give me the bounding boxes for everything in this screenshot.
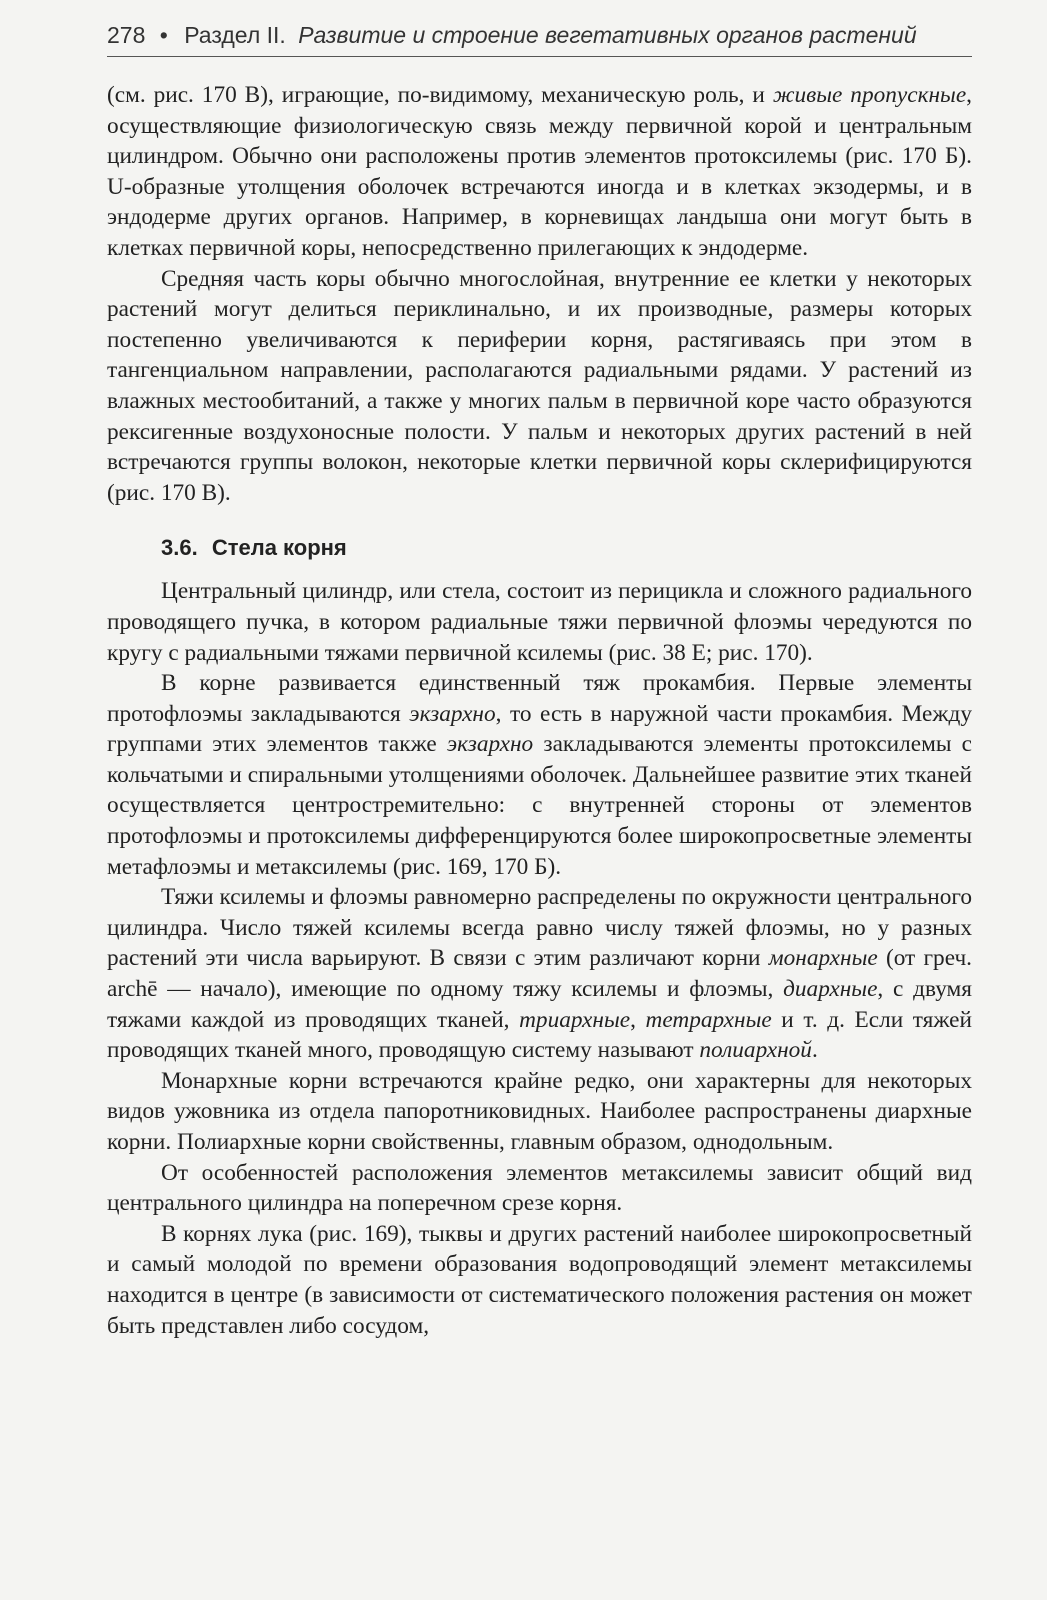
paragraph-3: Центральный цилиндр, или стела, состоит из перицикла и сложного радиального проводящего пучка, в котором радиальные тяжи первичной флоэмы чередуются по кругу с радиальными тяжами первичной ксилемы (рис. 38 Е; рис. 170). (107, 578, 972, 666)
paragraph-7: От особенностей расположения элементов метаксилемы зависит общий вид центрального цилиндра на поперечном срезе корня. (107, 1159, 972, 1217)
section-label: Раздел II. (184, 22, 286, 48)
page-number: 278 (107, 22, 146, 48)
section-title: Стела корня (211, 535, 347, 561)
paragraph-4: В корне развивается единственный тяж прокамбия. Первые элементы протофлоэмы закладываются экзархно, то есть в наружной части прокамбия. Между группами этих элементов также экзархно закладываются элементы протоксилемы с кольчатыми и спиральными утолщениями оболочек. Дальнейшее развитие этих тканей осуществляется центростремительно: с внутренней стороны от элементов протофлоэмы и протоксилемы дифференцируются более широкопросветные элементы метафлоэмы и метаксилемы (рис. 169, 170 Б). (107, 670, 973, 880)
paragraph-1: (см. рис. 170 В), играющие, по-видимому, механическую роль, и живые пропускные, осуществляющие физиологическую связь между первичной корой и центральным цилиндром. Обычно они расположены против элементов протоксилемы (рис. 170 Б). U-образные утолщения оболочек встречаются иногда и в клетках экзодермы, и в эндодерме других органов. Например, в корневищах ландыша они могут быть в клетках первичной коры, непосредственно прилегающих к эндодерме. (107, 82, 972, 261)
header-rule (107, 56, 972, 57)
running-head (107, 20, 969, 50)
running-title: Развитие и строение вегетативных органов растений (298, 22, 917, 48)
paragraph-6: Монархные корни встречаются крайне редко, они характерны для некоторых видов ужовника из отдела папоротниковидных. Наиболее распространены диархные корни. Полиархные корни свойственны, главным образом, однодольным. (107, 1067, 972, 1155)
paragraph-2: Средняя часть коры обычно многослойная, внутренние ее клетки у некоторых растений могут делиться периклинально, и их производные, размеры которых постепенно увеличиваются к периферии корня, растягиваясь при этом в тангенциальном направлении, располагаются радиальными рядами. У растений из влажных местообитаний, а также у многих пальм в первичной коре часто образуются рексигенные воздухоносные полости. У пальм и некоторых других растений в ней встречаются группы волокон, некоторые клетки первичной коры склерифицируются (рис. 170 В). (107, 265, 972, 506)
paragraph-8: В корнях лука (рис. 169), тыквы и других растений наиболее широкопросветный и самый молодой по времени образования водопроводящий элемент метаксилемы находится в центре (в зависимости от систематического положения растения он может быть представлен либо сосудом, (107, 1220, 972, 1339)
bullet-icon: • (159, 22, 168, 48)
section-heading (161, 534, 972, 562)
body-text (107, 80, 972, 1341)
section-number: 3.6. (161, 535, 198, 561)
paragraph-5: Тяжи ксилемы и флоэмы равномерно распределены по окружности центрального цилиндра. Число тяжей ксилемы всегда равно числу тяжей флоэмы, но у разных растений эти числа варьируют. В связи с этим различают корни монархные (от греч. archē — начало), имеющие по одному тяжу ксилемы и флоэмы, диархные, с двумя тяжами каждой из проводящих тканей, триархные, тетрархные и т. д. Если тяжей проводящих тканей много, проводящую систему называют полиархной. (107, 884, 973, 1064)
